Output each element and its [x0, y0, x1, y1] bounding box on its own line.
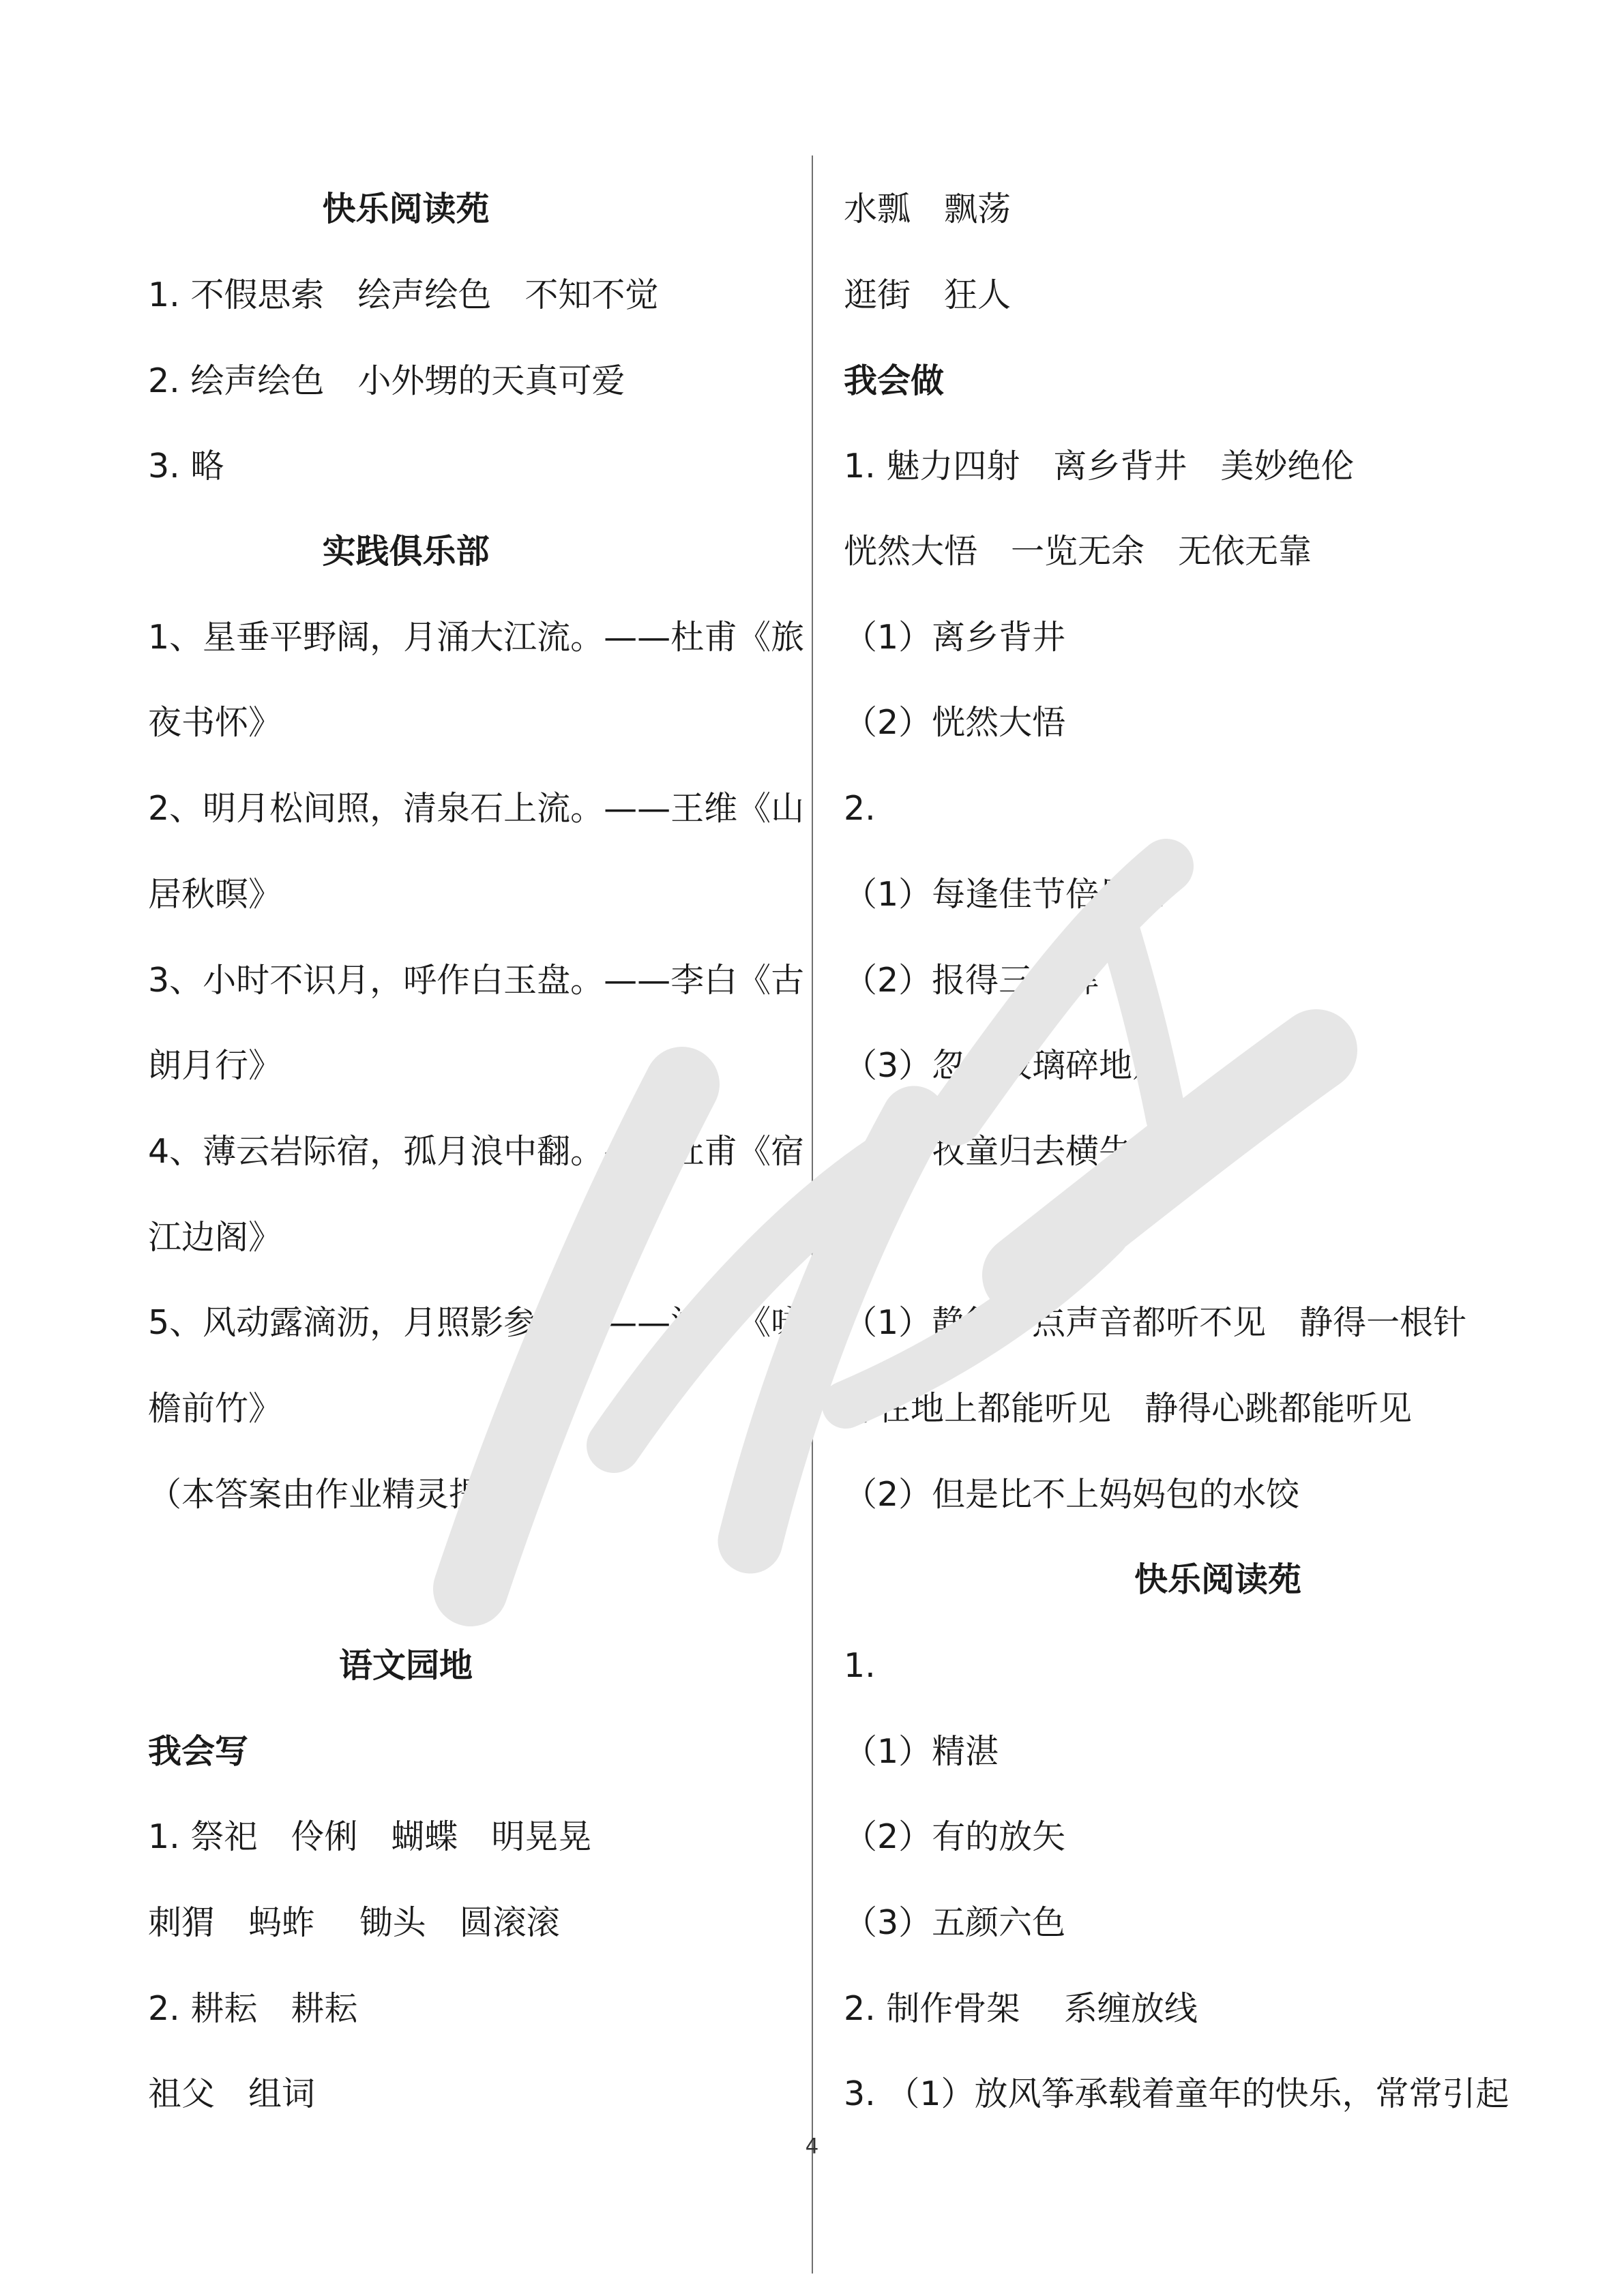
section-title-happy-reading: 快乐阅读苑	[1134, 1560, 1301, 1599]
answer-line: 祖父 组词	[148, 2074, 316, 2113]
poem-line: 3、小时不识月，呼作白玉盘。——李白《古	[148, 961, 805, 1000]
answer-line: （1）精湛	[844, 1732, 999, 1771]
answer-line: 1.	[844, 1646, 876, 1685]
page-number: 4	[805, 2134, 819, 2159]
answer-line: （2）但是比不上妈妈包的水饺	[844, 1475, 1300, 1514]
subtitle-i-can-do: 我会做	[844, 361, 945, 400]
section-title-chinese-garden: 语文园地	[338, 1646, 473, 1685]
poem-line: 4、薄云岩际宿，孤月浪中翻。——杜甫《宿	[148, 1132, 805, 1171]
answer-line: 3.	[844, 1218, 876, 1257]
answer-line: （4）牧童归去横牛背	[844, 1132, 1166, 1171]
answer-line: （1）每逢佳节倍思亲	[844, 875, 1166, 914]
poem-line: 2、明月松间照，清泉石上流。——王维《山	[148, 789, 805, 828]
answer-line: （3）五颜六色	[844, 1903, 1066, 1942]
answer-line: 2. 制作骨架 系缠放线	[844, 1989, 1198, 2028]
answer-line: 2. 绘声绘色 小外甥的天真可爱	[148, 361, 625, 400]
answer-line: 3. 略	[148, 447, 224, 486]
poem-line: 江边阁》	[148, 1218, 282, 1257]
subtitle-i-can-write: 我会写	[148, 1732, 249, 1771]
answer-line: 3. （1）放风筝承载着童年的快乐，常常引起	[844, 2074, 1509, 2113]
answer-line: 刺猬 蚂蚱 锄头 圆滚滚	[148, 1903, 560, 1942]
answer-line: 1. 不假思索 绘声绘色 不知不觉	[148, 275, 659, 314]
watermark-stroke	[1119, 927, 1166, 1118]
poem-line: 朗月行》	[148, 1046, 282, 1085]
answer-line: （2）有的放矢	[844, 1817, 1066, 1856]
section-title-happy-reading: 快乐阅读苑	[322, 190, 490, 228]
answer-line: 1. 魅力四射 离乡背井 美妙绝伦	[844, 447, 1355, 486]
answer-line: （3）忽作玻璃碎地声	[844, 1046, 1166, 1085]
poem-line: 居秋暝》	[148, 875, 282, 914]
answer-line: （2）报得三春晖	[844, 961, 1099, 1000]
answer-line: 恍然大悟 一览无余 无依无靠	[844, 532, 1312, 571]
poem-line: 檐前竹》	[148, 1389, 282, 1428]
answer-line: （2）恍然大悟	[844, 703, 1066, 742]
answer-line: （1）离乡背井	[844, 618, 1066, 657]
answer-line: 2.	[844, 789, 876, 828]
poem-line: 5、风动露滴沥，月照影参差。——沈约《咏	[148, 1303, 805, 1342]
answer-line: 逛街 狂人	[844, 275, 1012, 314]
answer-line: 1. 祭祀 伶俐 蝴蝶 明晃晃	[148, 1817, 592, 1856]
poem-line: 1、星垂平野阔，月涌大江流。——杜甫《旅	[148, 618, 805, 657]
answer-line: 掉在地上都能听见 静得心跳都能听见	[844, 1389, 1413, 1428]
poem-line: 夜书怀》	[148, 703, 282, 742]
source-note: （本答案由作业精灵提供）	[148, 1475, 550, 1514]
section-title-practice-club: 实践俱乐部	[322, 532, 490, 571]
answer-line: 2. 耕耘 耕耘	[148, 1989, 358, 2028]
answer-line: （1）静得一点声音都听不见 静得一根针	[844, 1303, 1467, 1342]
column-divider	[812, 155, 813, 2273]
answer-line: 水瓢 飘荡	[844, 190, 1012, 228]
